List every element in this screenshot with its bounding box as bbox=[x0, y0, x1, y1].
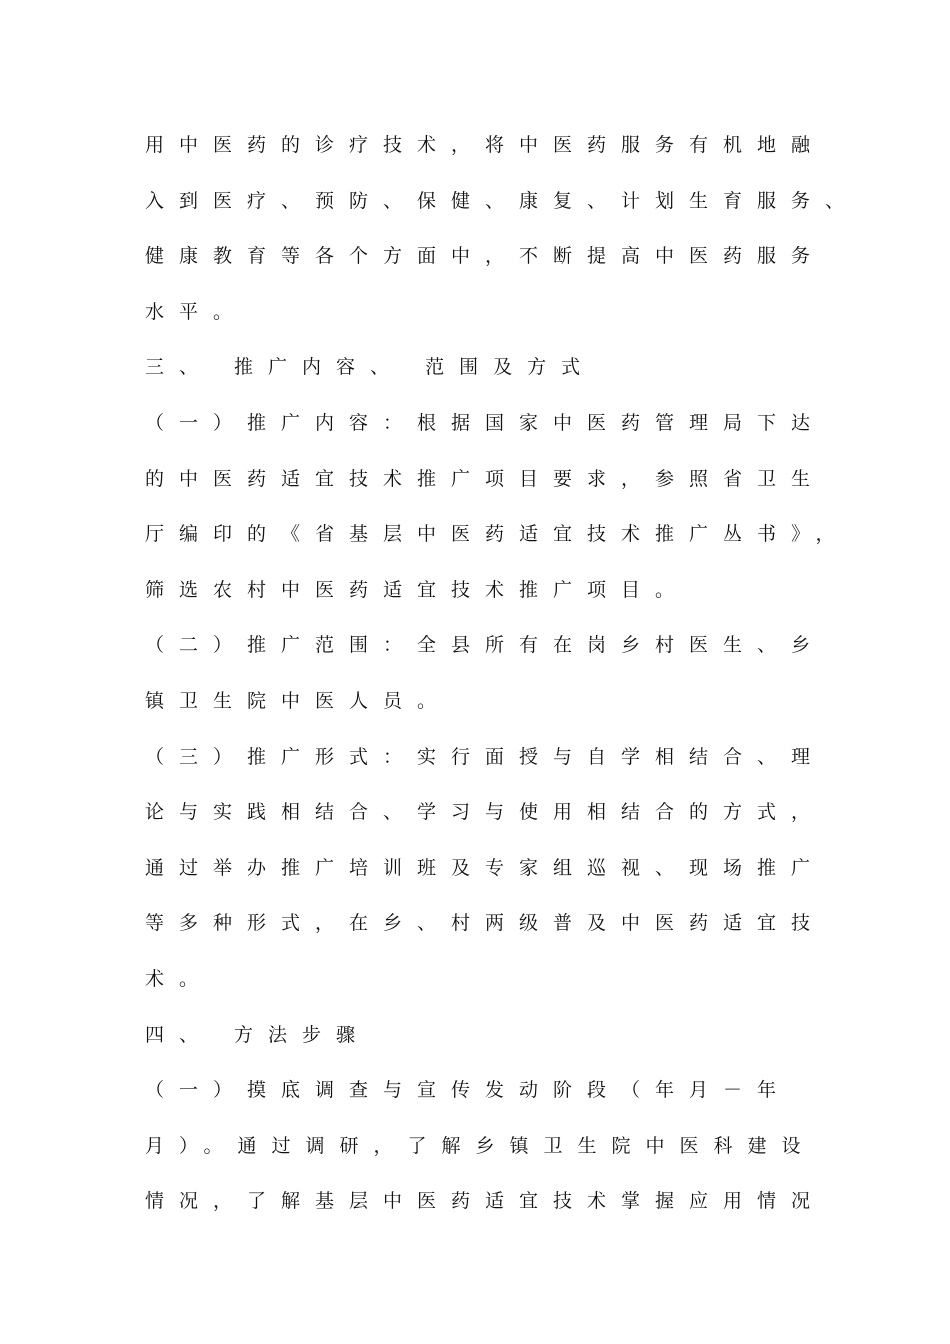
text-line: 厅编印的《省基层中医药适宜技术推广丛书》， bbox=[145, 523, 850, 546]
text-line: 用中医药的诊疗技术，将中医药服务有机地融 bbox=[145, 134, 826, 156]
text-line: 论与实践相结合、学习与使用相结合的方式， bbox=[145, 801, 826, 824]
body-text bbox=[145, 127, 860, 1239]
text-line: （一）推广内容：根据国家中医药管理局下达 bbox=[145, 411, 826, 434]
text-line: 水平。 bbox=[145, 300, 248, 323]
text-line: 筛选农村中医药适宜技术推广项目。 bbox=[145, 578, 690, 601]
text-line: 月）。通过调研，了解乡镇卫生院中医科建设 bbox=[145, 1134, 816, 1157]
text-line: 术。 bbox=[145, 967, 214, 990]
section-heading: 四、 方法步骤 bbox=[145, 1023, 371, 1046]
text-line: 镇卫生院中医人员。 bbox=[145, 689, 452, 712]
section-heading: 三、 推广内容、 范围及方式 bbox=[145, 356, 596, 379]
text-line: 通过举办推广培训班及专家组巡视、现场推广 bbox=[145, 856, 826, 879]
text-line: 健康教育等各个方面中，不断提高中医药服务 bbox=[145, 245, 826, 268]
text-line: 情况，了解基层中医药适宜技术掌握应用情况 bbox=[145, 1190, 826, 1213]
text-line: 等多种形式，在乡、村两级普及中医药适宜技 bbox=[145, 912, 826, 935]
text-line: （三）推广形式：实行面授与自学相结合、理 bbox=[145, 745, 826, 768]
text-line: 的中医药适宜技术推广项目要求，参照省卫生 bbox=[145, 467, 826, 490]
text-line: （一）摸底调查与宣传发动阶段（年月－年 bbox=[145, 1079, 792, 1102]
text-line: （二）推广范围：全县所有在岗乡村医生、乡 bbox=[145, 634, 826, 657]
text-line: 入到医疗、预防、保健、康复、计划生育服务、 bbox=[145, 189, 860, 212]
